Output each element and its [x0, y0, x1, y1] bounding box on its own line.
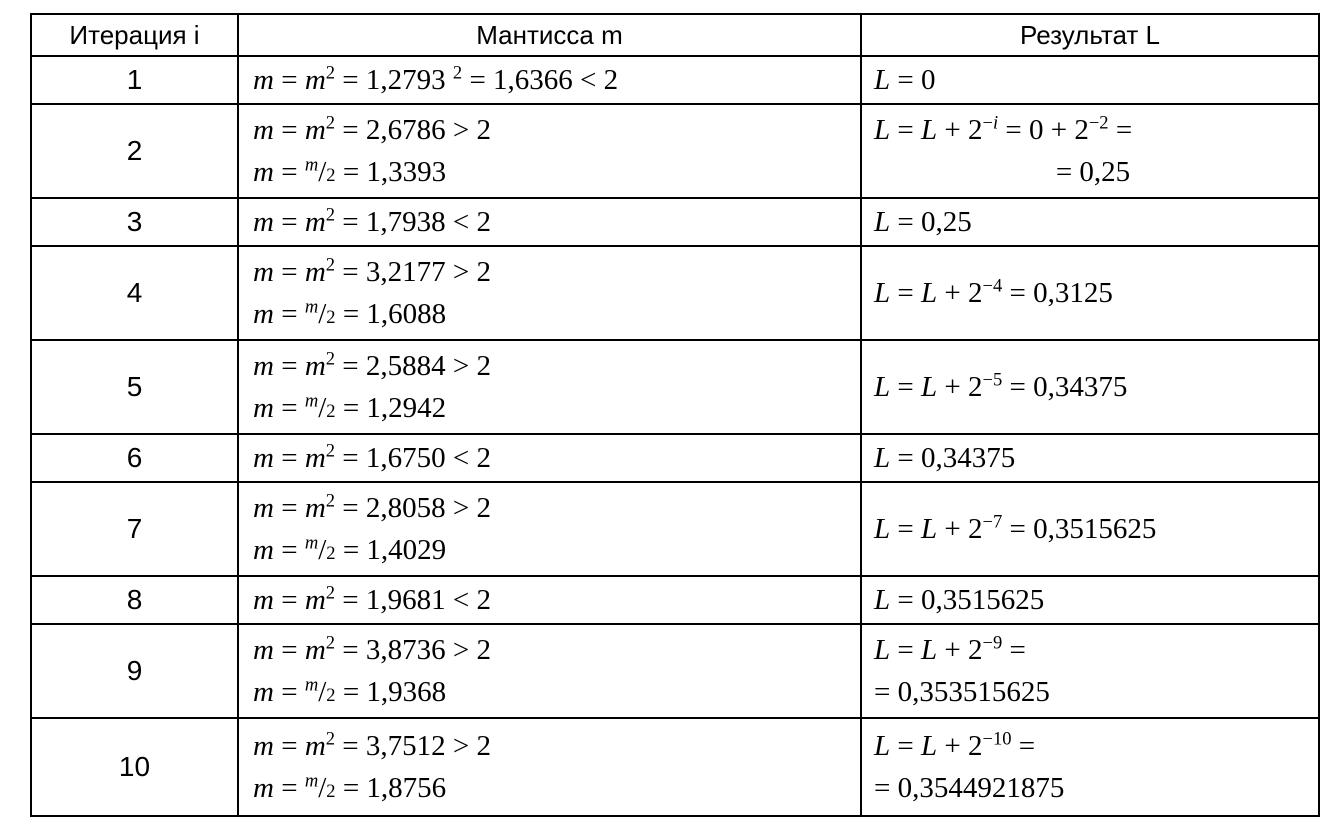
mantissa-cell [238, 434, 861, 482]
formula-line: L = 0,34375 [874, 442, 1016, 474]
formula-line: $m = m^2 = 3,2177 > 2$ [253, 254, 492, 288]
table-row [31, 576, 1319, 624]
formula-line: $L = L + 2^{-4} = 0,3125$ [874, 275, 1113, 309]
formula-line: L = 0,25 [874, 206, 972, 238]
formula-line: $L = L + 2^{-i} = 0 + 2^{-2}$ = [874, 112, 1133, 146]
mantissa-cell [238, 624, 861, 718]
mantissa-cell [238, 340, 861, 434]
formula-line: $m = ^m/_2 = 1,9368$ [253, 674, 447, 708]
iteration-cell: 2 [31, 104, 238, 198]
table-row [31, 624, 1319, 718]
result-cell [861, 482, 1319, 576]
table-row [31, 56, 1319, 104]
formula-line: $m = m^2 = 1,7938 < 2$ [253, 204, 492, 238]
table-row [31, 198, 1319, 246]
formula-line: $m = ^m/_2 = 1,3393$ [253, 154, 447, 188]
mantissa-cell [238, 718, 861, 816]
result-cell [861, 56, 1319, 104]
col-header-result: Результат L [861, 14, 1319, 56]
result-cell [861, 198, 1319, 246]
formula-line: = 0,25 [1055, 156, 1131, 188]
iteration-cell: 10 [31, 718, 238, 816]
formula-line: $m = ^m/_2 = 1,6088$ [253, 296, 447, 330]
col-header-iteration: Итерация i [31, 14, 238, 56]
table-body [31, 56, 1319, 816]
iteration-cell: 4 [31, 246, 238, 340]
table-row [31, 246, 1319, 340]
mantissa-cell [238, 482, 861, 576]
iteration-cell: 1 [31, 56, 238, 104]
mantissa-cell [238, 198, 861, 246]
formula-line: $m = ^m/_2 = 1,4029$ [253, 532, 447, 566]
formula-line: L = 0 [874, 64, 936, 96]
formula-line: $L = L + 2^{-7} = 0,3515625$ [874, 511, 1157, 545]
formula-line: $m = m^2 = 3,8736 > 2$ [253, 632, 492, 666]
formula-line: $m = m^2 = 1,9681 < 2$ [253, 582, 492, 616]
result-cell [861, 434, 1319, 482]
formula-line: $L = L + 2^{-5} = 0,34375$ [874, 369, 1128, 403]
formula-line: $m = m^2 = 2,6786 > 2$ [253, 112, 492, 146]
iteration-cell: 7 [31, 482, 238, 576]
result-cell [861, 104, 1319, 198]
formula-line: $m = m^2 = 1,6750 < 2$ [253, 440, 492, 474]
result-cell [861, 718, 1319, 816]
iteration-cell: 9 [31, 624, 238, 718]
formula-line: L = 0,3515625 [874, 584, 1045, 616]
formula-line: $m = ^m/_2 = 1,8756$ [253, 770, 447, 804]
iteration-cell: 5 [31, 340, 238, 434]
table-row [31, 482, 1319, 576]
mantissa-cell [238, 246, 861, 340]
table-row [31, 340, 1319, 434]
formula-line: = 0,353515625 [874, 676, 1050, 708]
formula-line: $m = m^2 = 2,8058 > 2$ [253, 490, 492, 524]
table-header [31, 14, 1319, 56]
result-cell [861, 246, 1319, 340]
table-row [31, 718, 1319, 816]
result-cell [861, 340, 1319, 434]
iteration-cell: 8 [31, 576, 238, 624]
result-cell [861, 624, 1319, 718]
col-header-mantissa: Мантисса m [238, 14, 861, 56]
table-row [31, 434, 1319, 482]
header-row [31, 14, 1319, 56]
formula-line: $m = m^2 = 3,7512 > 2$ [253, 728, 492, 762]
formula-line: $m = m^2 = 2,5884 > 2$ [253, 348, 492, 382]
result-cell [861, 576, 1319, 624]
formula-line: $m = ^m/_2 = 1,2942$ [253, 390, 447, 424]
mantissa-cell [238, 576, 861, 624]
iteration-table [30, 13, 1320, 817]
mantissa-cell [238, 56, 861, 104]
iteration-cell: 3 [31, 198, 238, 246]
mantissa-cell [238, 104, 861, 198]
formula-line: $L = L + 2^{-9}$ = [874, 632, 1026, 666]
iteration-cell: 6 [31, 434, 238, 482]
formula-line: $m = m^2 = 1,2793$ $^2$ = 1,6366 < 2 [253, 62, 619, 96]
formula-line: = 0,3544921875 [874, 772, 1065, 804]
table-row [31, 104, 1319, 198]
formula-line: $L = L + 2^{-10}$ = [874, 728, 1036, 762]
